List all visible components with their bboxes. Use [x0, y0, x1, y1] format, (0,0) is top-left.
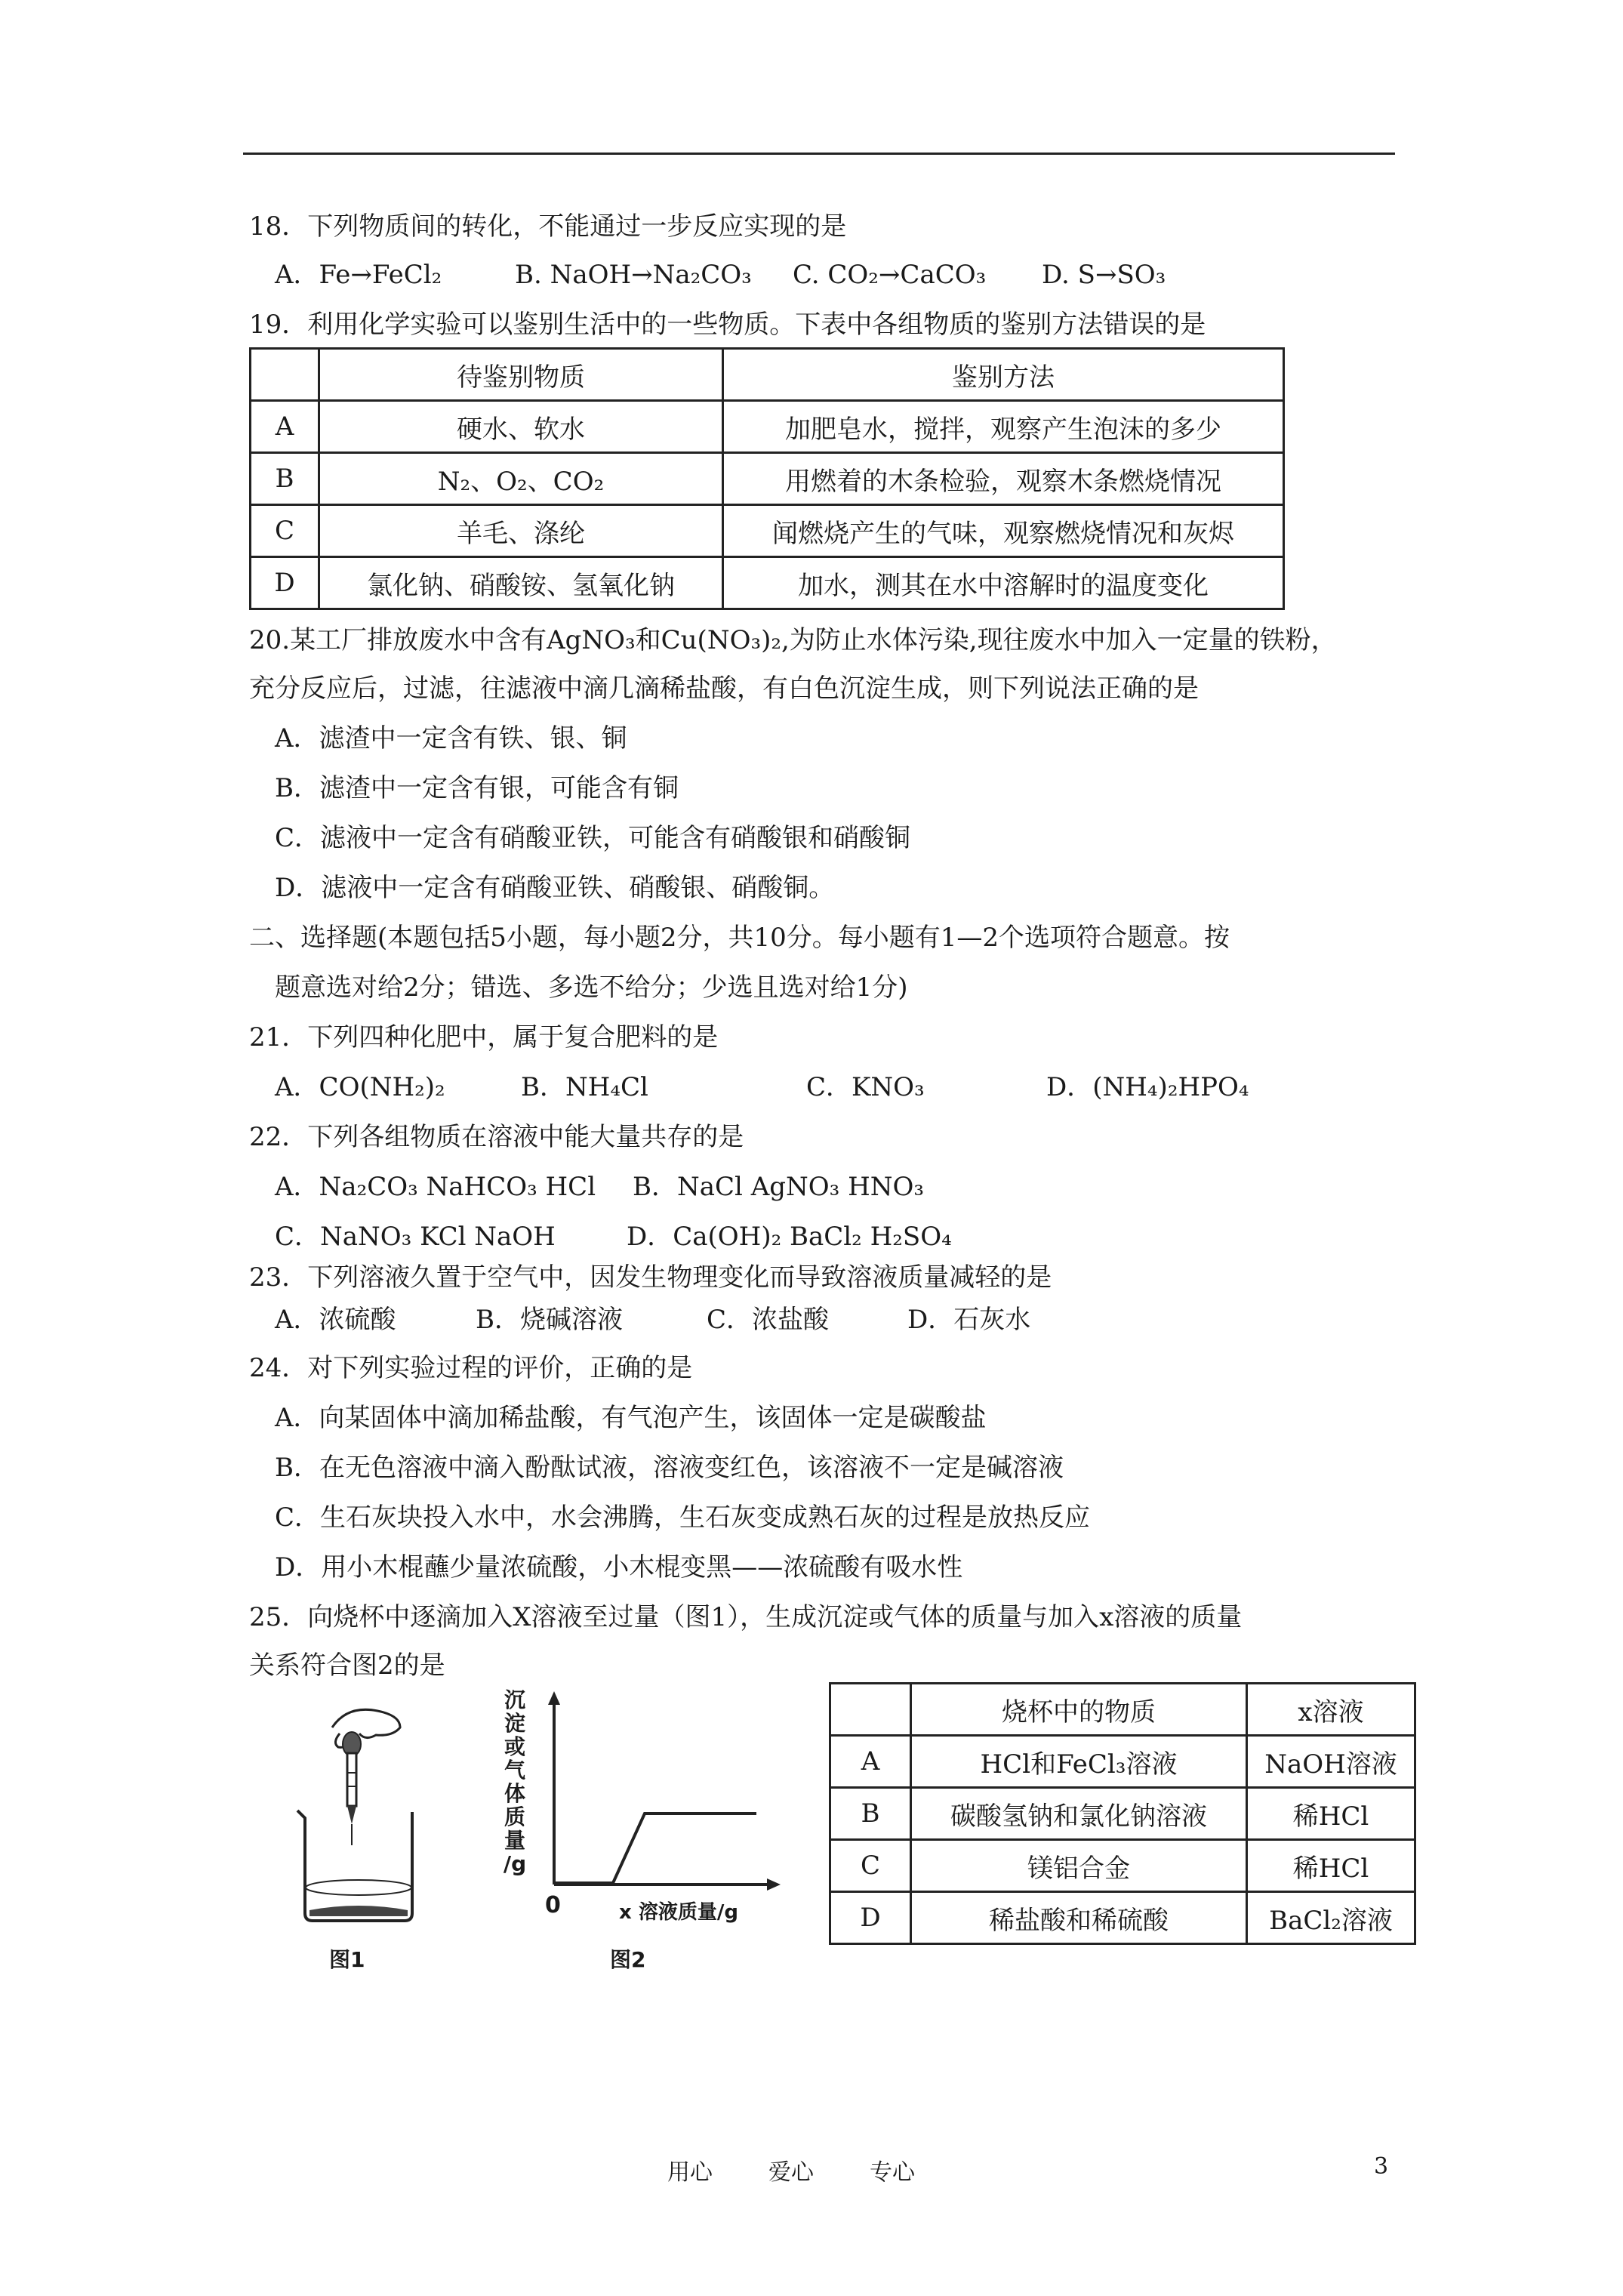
q20-stem-line1: 20.某工厂排放废水中含有AgNO₃和Cu(NO₃)₂,为防止水体污染,现往废水中加入一定量的铁粉，	[249, 625, 1337, 655]
q21-option-b: B．NH₄Cl	[521, 1072, 648, 1102]
q20-option-d: D．滤液中一定含有硝酸亚铁、硝酸银、硝酸铜。	[275, 873, 835, 903]
q25-stem-line1: 25．向烧杯中逐滴加入X溶液至过量（图1），生成沉淀或气体的质量与加入x溶液的质量	[249, 1602, 1243, 1632]
table-cell: N₂、O₂、CO₂	[319, 453, 723, 505]
q24-option-a: A．向某固体中滴加稀盐酸，有气泡产生，该固体一定是碳酸盐	[275, 1403, 987, 1433]
page-number: 3	[1374, 2153, 1389, 2180]
q18-option-d: D. S→SO₃	[1042, 260, 1166, 290]
table-row	[251, 401, 1284, 453]
section2-heading-line1: 二、选择题(本题包括5小题，每小题2分，共10分。每小题有1—2个选项符合题意。按	[249, 923, 1230, 953]
footer-motto-3: 专心	[870, 2159, 915, 2186]
table-cell: 稀HCl	[1247, 1788, 1415, 1840]
q25-stem-line2: 关系符合图2的是	[249, 1650, 445, 1681]
table-row	[251, 505, 1284, 557]
table-cell: 氯化钠、硝酸铵、氢氧化钠	[319, 557, 723, 609]
q24-stem: 24．对下列实验过程的评价，正确的是	[249, 1353, 693, 1383]
figure-1-label: 图1	[329, 1947, 365, 1972]
q21-option-a: A．CO(NH₂)₂	[275, 1072, 445, 1102]
table-cell: D	[251, 557, 319, 609]
table-cell: A	[830, 1736, 911, 1788]
q23-stem: 23．下列溶液久置于空气中，因发生物理变化而导致溶液质量减轻的是	[249, 1262, 1052, 1293]
figure-2-curve	[554, 1814, 756, 1883]
table-cell: 闻燃烧产生的气味，观察燃烧情况和灰烬	[723, 505, 1284, 557]
footer-motto-2: 爱心	[768, 2159, 814, 2186]
header-rule	[243, 153, 1395, 155]
section2-heading-line2: 题意选对给2分；错选、多选不给分；少选且选对给1分)	[275, 972, 908, 1003]
table-header-row	[251, 349, 1284, 401]
footer-motto-1: 用心	[667, 2159, 713, 2186]
table-cell: 碳酸氢钠和氯化钠溶液	[911, 1788, 1247, 1840]
q23-option-b: B．烧碱溶液	[476, 1305, 623, 1335]
q22-option-b: B．NaCl AgNO₃ HNO₃	[633, 1172, 924, 1202]
table-cell: D	[830, 1892, 911, 1944]
table-cell: 加水，测其在水中溶解时的温度变化	[723, 557, 1284, 609]
q23-option-d: D．石灰水	[907, 1305, 1031, 1335]
figure-1-beaker-illustration	[287, 1697, 430, 1924]
table-cell: C	[830, 1840, 911, 1892]
table-cell: 硬水、软水	[319, 401, 723, 453]
table-cell: A	[251, 401, 319, 453]
table-cell	[830, 1684, 911, 1736]
table-cell: 镁铝合金	[911, 1840, 1247, 1892]
q20-option-a: A．滤渣中一定含有铁、银、铜	[275, 723, 627, 754]
q24-option-b: B．在无色溶液中滴入酚酞试液，溶液变红色，该溶液不一定是碱溶液	[275, 1453, 1064, 1483]
table-cell: 加肥皂水，搅拌，观察产生泡沫的多少	[723, 401, 1284, 453]
y-axis-arrow-icon	[548, 1691, 560, 1705]
q18-option-b: B. NaOH→Na₂CO₃	[515, 260, 752, 290]
table-header-row	[830, 1684, 1415, 1736]
q21-stem: 21．下列四种化肥中，属于复合肥料的是	[249, 1022, 719, 1052]
q22-option-c: C．NaNO₃ KCl NaOH	[275, 1222, 556, 1252]
q18-option-a: A．Fe→FeCl₂	[275, 260, 442, 290]
figure-2-axes	[536, 1688, 785, 1892]
table-row	[251, 453, 1284, 505]
beaker-icon	[297, 1811, 412, 1921]
figure-2-graph	[498, 1688, 785, 1930]
q18-option-c: C. CO₂→CaCO₃	[793, 260, 987, 290]
q23-option-c: C．浓盐酸	[707, 1305, 830, 1335]
table-cell: 稀盐酸和稀硫酸	[911, 1892, 1247, 1944]
table-cell	[251, 349, 319, 401]
q22-stem: 22．下列各组物质在溶液中能大量共存的是	[249, 1122, 744, 1152]
table-cell: 用燃着的木条检验，观察木条燃烧情况	[723, 453, 1284, 505]
table-header-cell: 待鉴别物质	[319, 349, 723, 401]
q19-table	[249, 347, 1285, 610]
table-row	[251, 557, 1284, 609]
q21-option-c: C．KNO₃	[806, 1072, 925, 1102]
table-cell: B	[830, 1788, 911, 1840]
hand-icon	[332, 1709, 400, 1737]
table-cell: BaCl₂溶液	[1247, 1892, 1415, 1944]
table-cell: 稀HCl	[1247, 1840, 1415, 1892]
figure-2-origin-label: 0	[545, 1892, 561, 1918]
q25-table	[829, 1682, 1416, 1945]
q20-stem-line2: 充分反应后，过滤，往滤液中滴几滴稀盐酸，有白色沉淀生成，则下列说法正确的是	[249, 673, 1199, 704]
q18-stem: 18．下列物质间的转化，不能通过一步反应实现的是	[249, 211, 847, 242]
table-header-cell: x溶液	[1247, 1684, 1415, 1736]
q22-option-a: A．Na₂CO₃ NaHCO₃ HCl	[275, 1172, 596, 1202]
table-cell: B	[251, 453, 319, 505]
q24-option-c: C．生石灰块投入水中，水会沸腾，生石灰变成熟石灰的过程是放热反应	[275, 1502, 1091, 1533]
q24-option-d: D．用小木棍蘸少量浓硫酸，小木棍变黑——浓硫酸有吸水性	[275, 1552, 963, 1583]
table-cell: NaOH溶液	[1247, 1736, 1415, 1788]
q20-option-c: C．滤液中一定含有硝酸亚铁，可能含有硝酸银和硝酸铜	[275, 823, 911, 853]
table-row	[830, 1892, 1415, 1944]
table-row	[830, 1840, 1415, 1892]
figure-2-y-axis-label: 沉 淀 或 气 体 质 量 /g	[503, 1687, 527, 1876]
table-cell: 羊毛、涤纶	[319, 505, 723, 557]
q22-option-d: D．Ca(OH)₂ BaCl₂ H₂SO₄	[627, 1222, 952, 1252]
table-row	[830, 1736, 1415, 1788]
table-cell: HCl和FeCl₃溶液	[911, 1736, 1247, 1788]
q23-option-a: A．浓硫酸	[275, 1305, 396, 1335]
figure-2-x-axis-label: x 溶液质量/g	[619, 1901, 738, 1924]
figure-2-label: 图2	[610, 1947, 646, 1972]
q21-option-d: D．(NH₄)₂HPO₄	[1046, 1072, 1249, 1102]
table-cell: C	[251, 505, 319, 557]
table-row	[830, 1788, 1415, 1840]
q19-stem: 19．利用化学实验可以鉴别生活中的一些物质。下表中各组物质的鉴别方法错误的是	[249, 310, 1206, 340]
table-header-cell: 烧杯中的物质	[911, 1684, 1247, 1736]
q20-option-b: B．滤渣中一定含有银，可能含有铜	[275, 773, 679, 803]
x-axis-arrow-icon	[767, 1878, 781, 1891]
table-header-cell: 鉴别方法	[723, 349, 1284, 401]
